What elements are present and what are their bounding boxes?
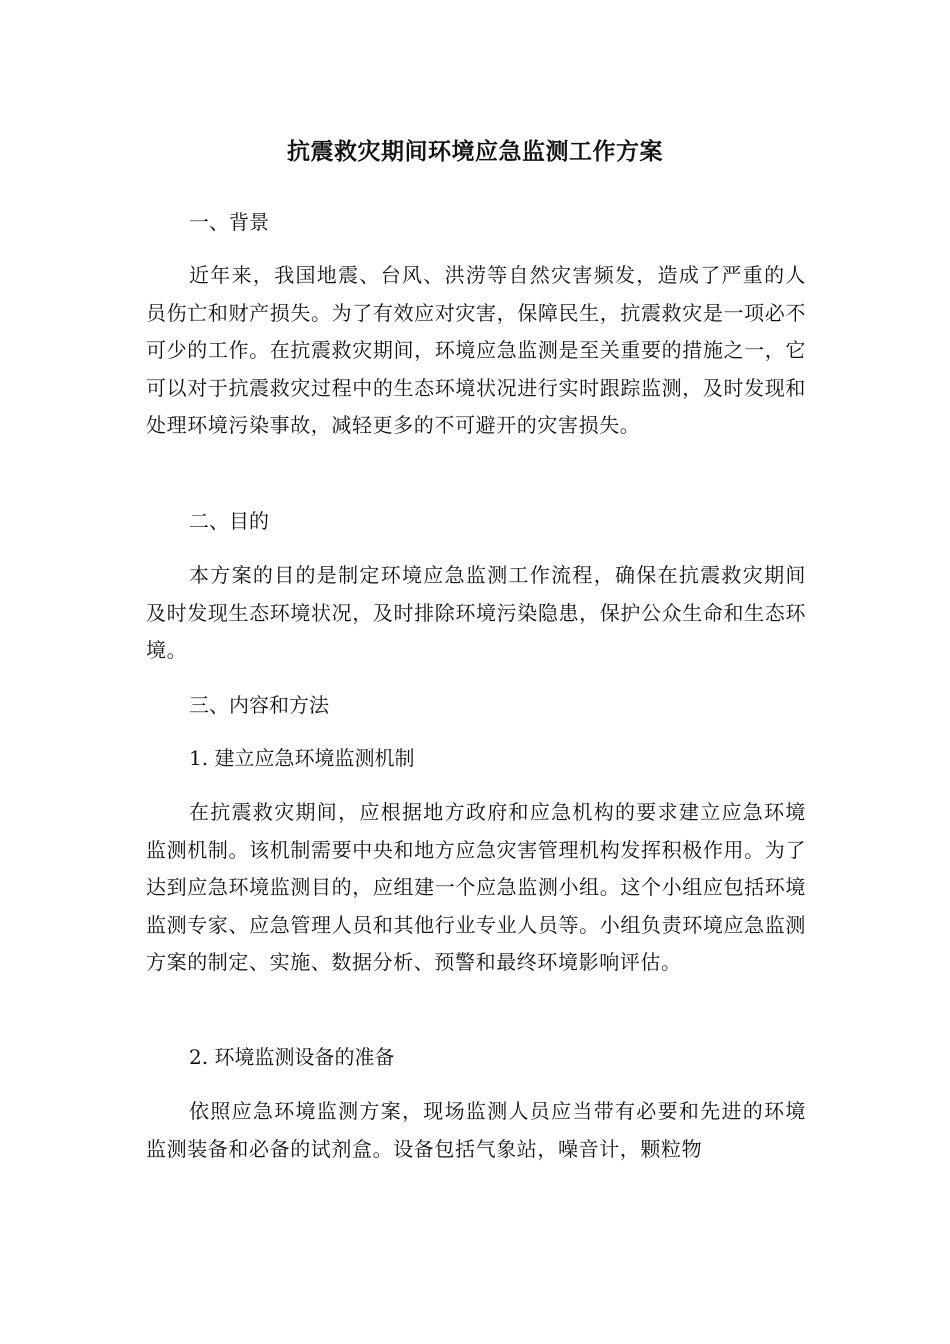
subsection-heading-mechanism: 1. 建立应急环境监测机制 — [189, 746, 415, 770]
subsection-heading-equipment: 2. 环境监测设备的准备 — [189, 1045, 395, 1069]
paragraph-purpose: 本方案的目的是制定环境应急监测工作流程，确保在抗震救灾期间及时发现生态环境状况，及时排除环境污染隐患，保护公众生命和生态环境。 — [146, 563, 806, 662]
paragraph-equipment: 依照应急环境监测方案，现场监测人员应当带有必要和先进的环境监测装备和必备的试剂盒。设备包括气象站，噪音计，颗粒物 — [146, 1099, 806, 1161]
section-heading-purpose: 二、目的 — [189, 509, 269, 533]
section-heading-content-methods: 三、内容和方法 — [189, 693, 329, 717]
paragraph-background: 近年来，我国地震、台风、洪涝等自然灾害频发，造成了严重的人员伤亡和财产损失。为了有效应对灾害，保障民生，抗震救灾是一项必不可少的工作。在抗震救灾期间，环境应急监测是至关重要的措施之一，它可以对于抗震救灾过程中的生态环境状况进行实时跟踪监测，及时发现和处理环境污染事故，减轻更多的不可避开的灾害损失。 — [146, 263, 806, 437]
document-title: 抗震救灾期间环境应急监测工作方案 — [287, 139, 663, 165]
section-heading-background: 一、背景 — [189, 210, 269, 234]
paragraph-mechanism: 在抗震救灾期间，应根据地方政府和应急机构的要求建立应急环境监测机制。该机制需要中央和地方应急灾害管理机构发挥积极作用。为了达到应急环境监测目的，应组建一个应急监测小组。这个小组应包括环境监测专家、应急管理人员和其他行业专业人员等。小组负责环境应急监测方案的制定、实施、数据分析、预警和最终环境影响评估。 — [146, 800, 806, 974]
